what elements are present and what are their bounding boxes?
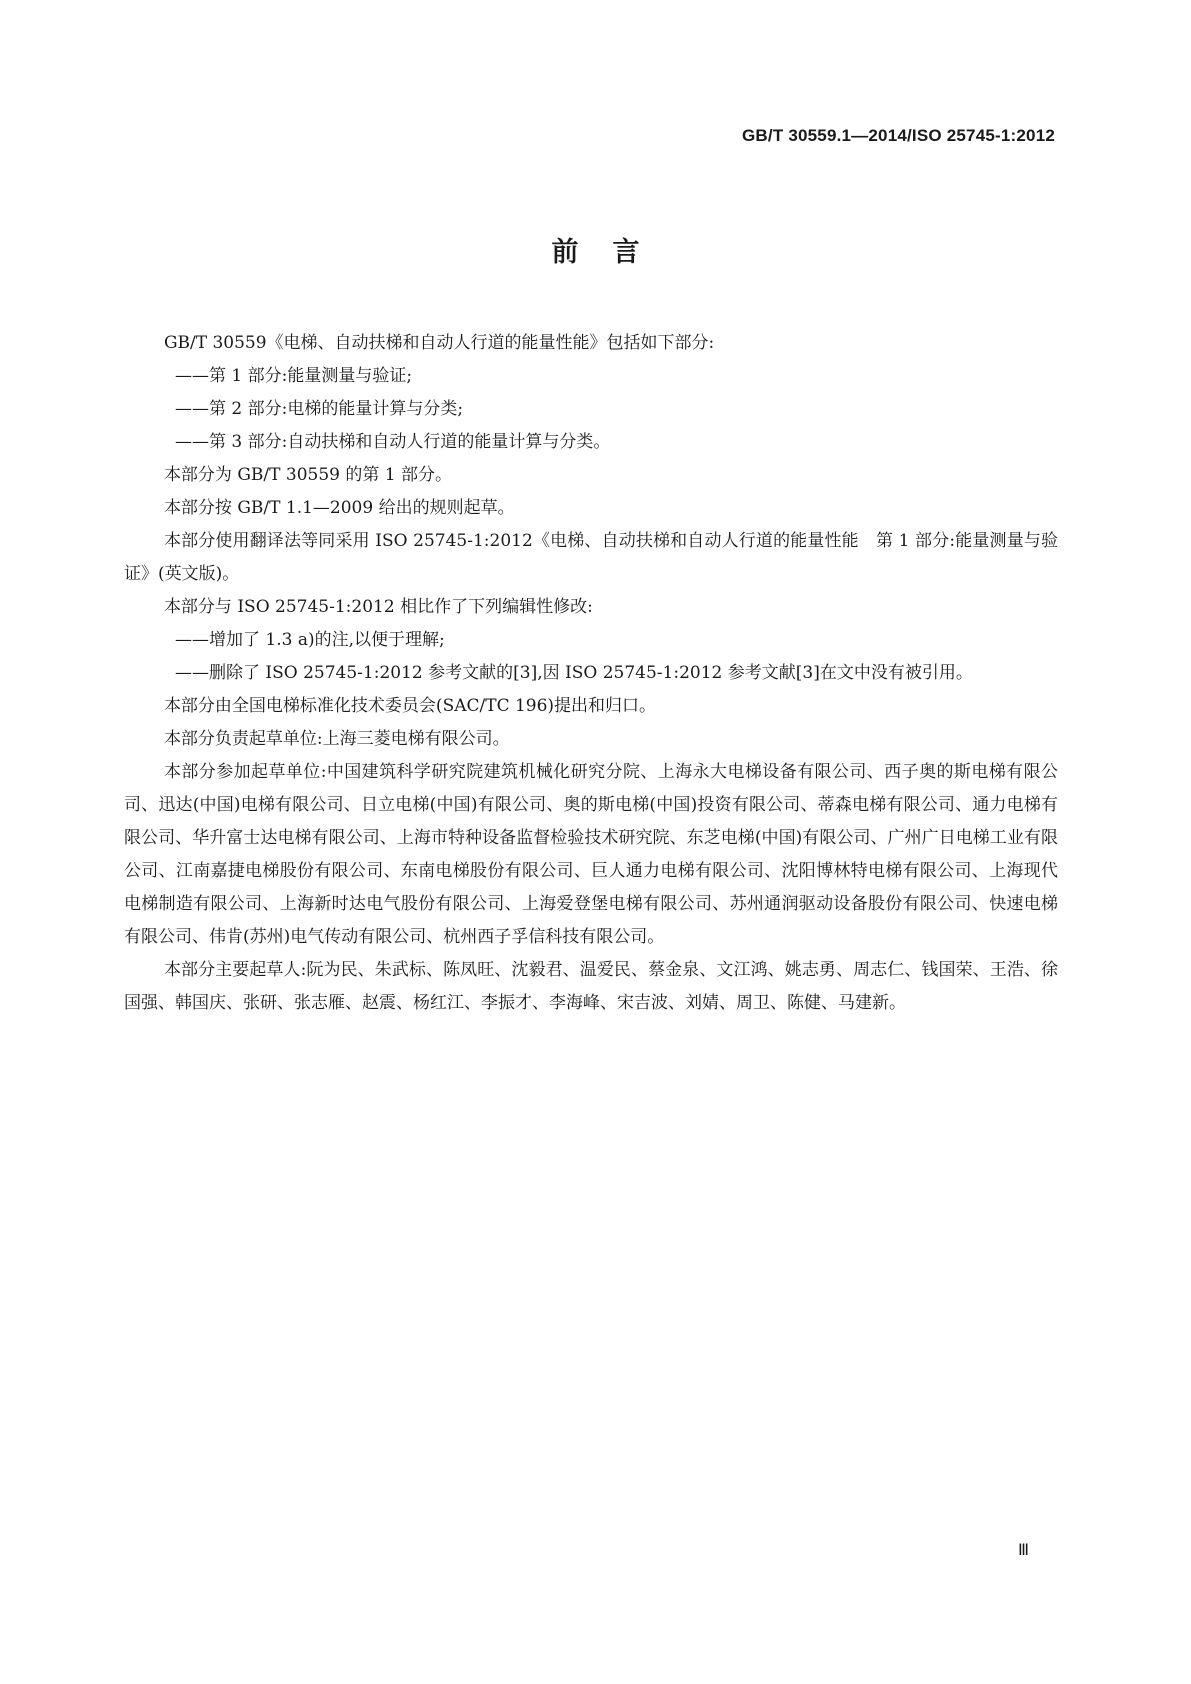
foreword-body [124,327,1058,1020]
page-title: 前言 [551,237,674,268]
drafting-rules-paragraph: 本部分按 GB/T 1.1—2009 给出的规则起草。 [163,498,515,518]
modifications-intro-paragraph: 本部分与 ISO 25745-1:2012 相比作了下列编辑性修改: [163,597,593,617]
participating-units-paragraph: 本部分参加起草单位:中国建筑科学研究院建筑机械化研究分院、上海永大电梯设备有限公司、西子奥的斯电梯有限公司、迅达(中国)电梯有限公司、日立电梯(中国)有限公司、奥的斯电梯(中国)投资有限公司、蒂森电梯有限公司、通力电梯有限公司、华升富士达电梯有限公司、上海市特种设备监督检验技术研究院、东芝电梯(中国)有限公司、广州广日电梯工业有限公司、江南嘉捷电梯股份有限公司、东南电梯股份有限公司、巨人通力电梯有限公司、沈阳博林特电梯有限公司、上海现代电梯制造有限公司、上海新时达电气股份有限公司、上海爱登堡电梯有限公司、苏州通润驱动设备股份有限公司、快速电梯有限公司、伟肯(苏州)电气传动有限公司、杭州西子孚信科技有限公司。 [124,762,1058,947]
proposed-by-paragraph: 本部分由全国电梯标准化技术委员会(SAC/TC 196)提出和归口。 [163,696,657,716]
responsible-unit-paragraph: 本部分负责起草单位:上海三菱电梯有限公司。 [163,729,510,749]
page-number: Ⅲ [1018,1542,1030,1559]
standard-number: GB/T 30559.1—2014/ISO 25745-1:2012 [742,126,1055,145]
drafters-paragraph: 本部分主要起草人:阮为民、朱武标、陈凤旺、沈毅君、温爱民、蔡金泉、文江鸿、姚志勇、周志仁、钱国荣、王浩、徐国强、韩国庆、张研、张志雁、赵震、杨红江、李振才、李海峰、宋吉波、刘婧、周卫、陈健、马建新。 [124,960,1058,1013]
part-list-item: ——第 2 部分:电梯的能量计算与分类; [175,399,464,419]
translation-paragraph: 本部分使用翻译法等同采用 ISO 25745-1:2012《电梯、自动扶梯和自动人行道的能量性能 第 1 部分:能量测量与验证》(英文版)。 [124,531,1058,584]
modification-item: ——增加了 1.3 a)的注,以便于理解; [175,630,445,650]
part-list-item: ——第 3 部分:自动扶梯和自动人行道的能量计算与分类。 [175,432,611,452]
part-list-item: ——第 1 部分:能量测量与验证; [175,366,413,386]
modification-item: ——删除了 ISO 25745-1:2012 参考文献的[3],因 ISO 25745-1:2012 参考文献[3]在文中没有被引用。 [175,663,973,683]
intro-paragraph: GB/T 30559《电梯、自动扶梯和自动人行道的能量性能》包括如下部分: [163,333,715,353]
this-part-paragraph: 本部分为 GB/T 30559 的第 1 部分。 [163,465,452,485]
